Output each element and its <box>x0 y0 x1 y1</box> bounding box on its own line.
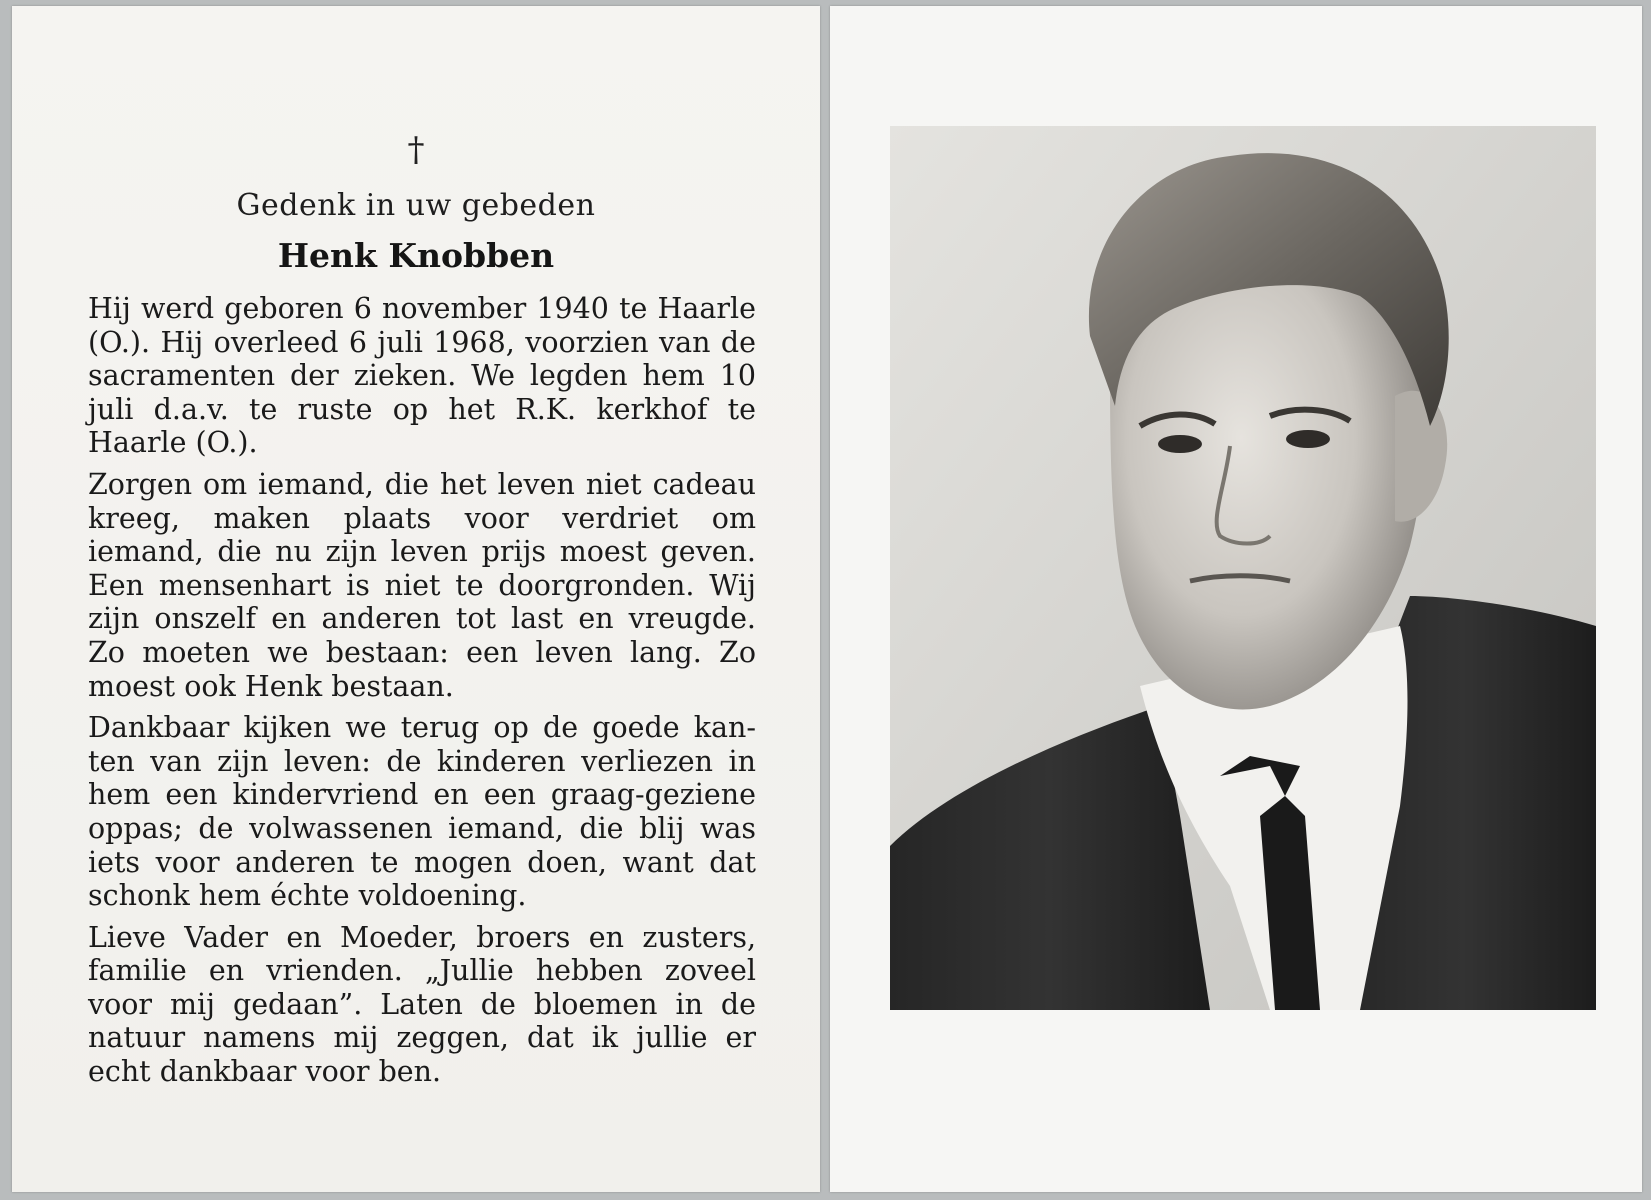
cross-icon: † <box>407 130 425 170</box>
portrait-illustration <box>890 126 1596 1010</box>
memorial-photo-card <box>830 6 1642 1192</box>
portrait-photo <box>890 126 1596 1010</box>
paragraph-birth-death: Hij werd geboren 6 november 1940 te Haarle (O.). Hij overleed 6 juli 1968, voorzien van de sacramenten der zieken. We legden hem 10 juli d.a.v. te ruste op het R.K. kerkhof te Haarle (O.). <box>88 292 756 460</box>
memorial-text-card <box>12 6 820 1192</box>
paragraph-gratitude: Dankbaar kijken we terug op de goede kanten van zijn leven: de kinderen verliezen in hem een kindervriend en een graag-geziene oppas; de volwassenen iemand, die blij was iets voor anderen te mogen doen, want dat schonk hem échte voldoening. <box>88 711 756 913</box>
intro-line: Gedenk in uw gebeden <box>236 188 596 223</box>
deceased-name: Henk Knobben <box>277 236 555 275</box>
paragraph-farewell: Lieve Vader en Moeder, broers en zusters, familie en vrienden. „Jullie hebben zoveel voor mij gedaan”. Laten de bloemen in de natuur namens mij zeggen, dat ik jullie er echt dankbaar voor ben. <box>88 920 756 1089</box>
paragraph-reflection: Zorgen om iemand, die het leven niet cadeau kreeg, maken plaats voor verdriet om iemand, die nu zijn leven prijs moest geven. Een mensenhart is niet te doorgronden. Wij zijn onszelf en anderen tot last en vreugde. Zo moeten we bestaan: een leven lang. Zo moest ook Henk bestaan. <box>88 467 756 703</box>
memorial-body <box>88 292 756 1097</box>
